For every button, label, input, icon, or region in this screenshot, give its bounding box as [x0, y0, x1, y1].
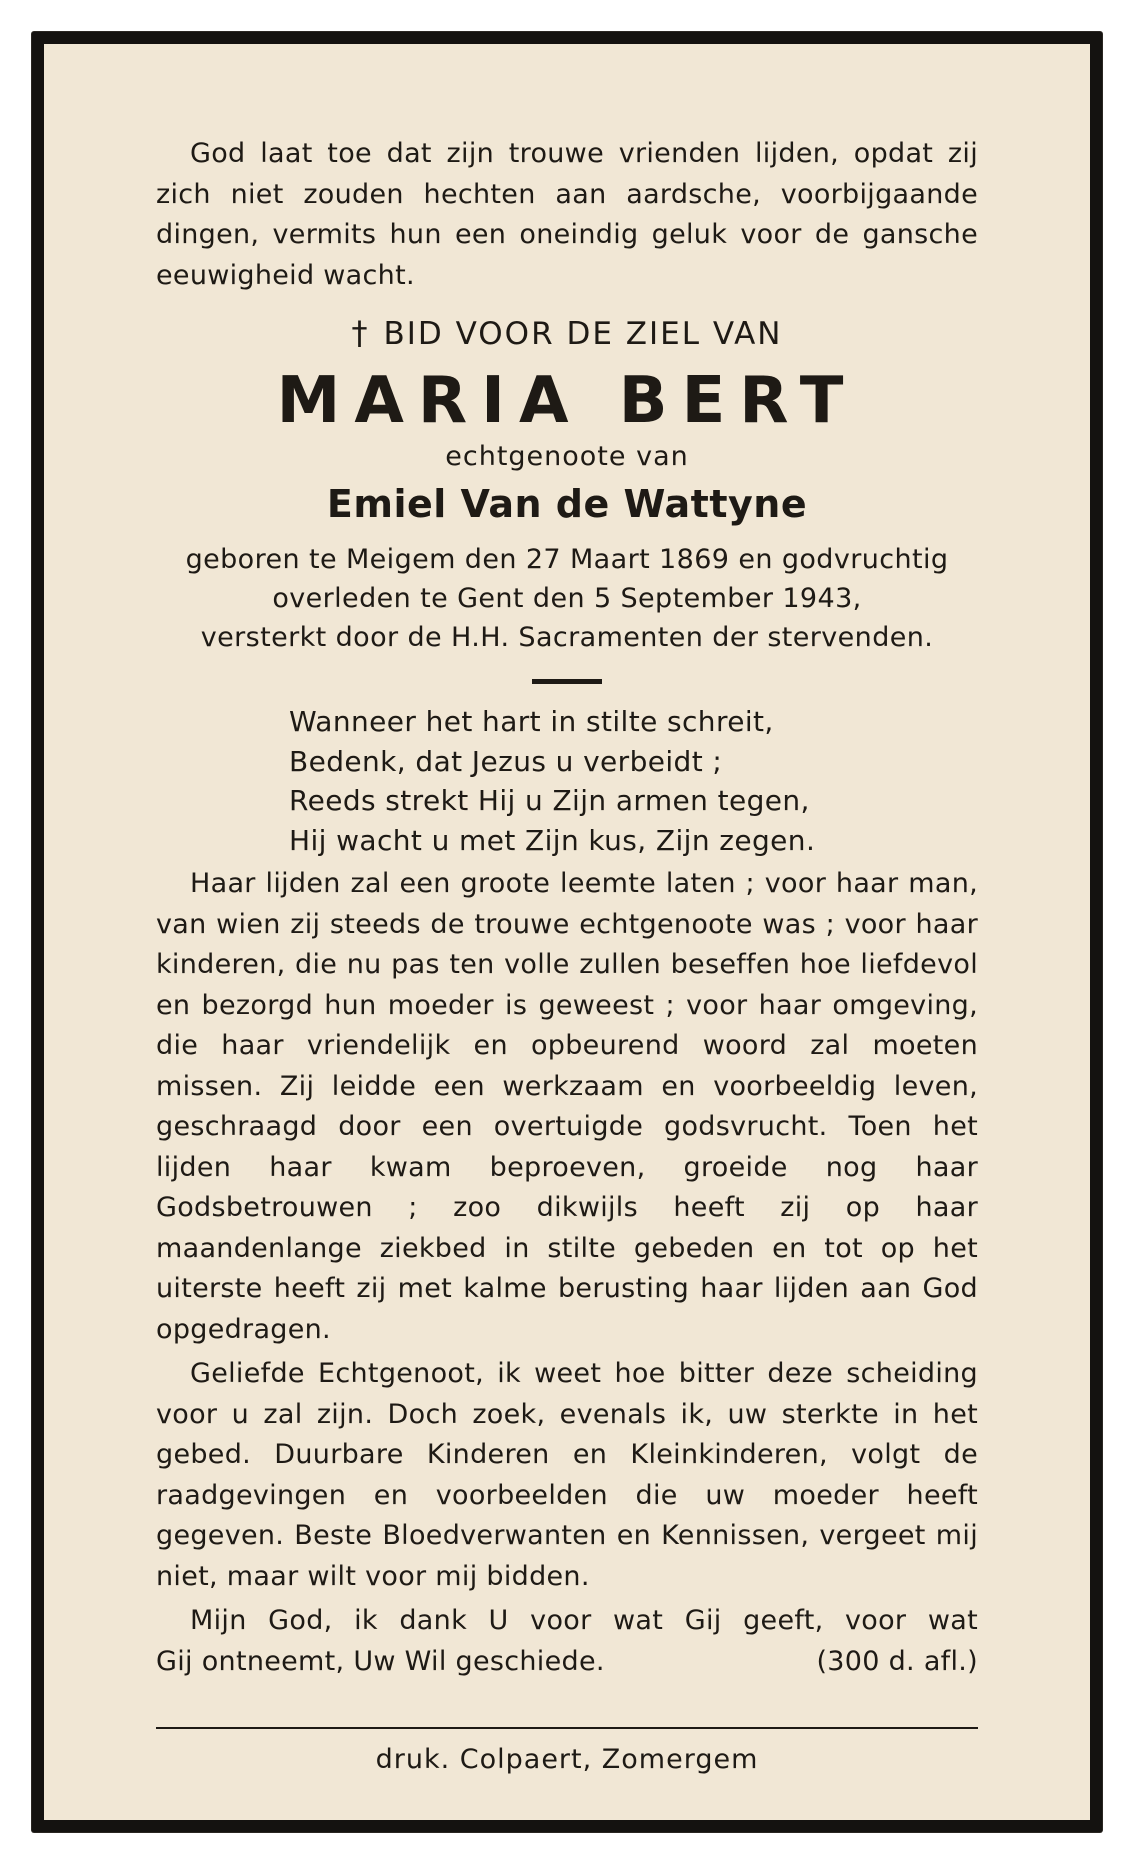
closing-line-2: Gij ontneemt, Uw Wil geschiede.	[156, 1645, 605, 1677]
prayer-heading	[156, 308, 978, 358]
footer-rule	[156, 1727, 978, 1729]
spouse-label: echtgenoote van	[445, 441, 689, 472]
card-paper	[44, 44, 1090, 1820]
birth-death-info	[156, 540, 978, 657]
poem-line: Hij wacht u met Zijn kus, Zijn zegen.	[289, 823, 816, 857]
memorial-card	[32, 32, 1102, 1832]
poem	[289, 702, 978, 860]
poem-line: Reeds strekt Hij u Zijn armen tegen,	[289, 784, 810, 817]
spouse-name: Emiel Van de Wattyne	[326, 482, 808, 526]
divider-bar	[532, 679, 602, 684]
printer-credit: druk. Colpaert, Zomergem	[375, 1744, 759, 1775]
paragraph-farewell: Geliefde Echtgenoot, ik weet hoe bitter deze scheiding voor u zal zijn. Doch zoek, evenals ik, uw sterkte in het gebed. Duurbare Kinderen en Kleinkinderen, volgt de raadgevingen en voorbeelden die uw moeder heeft gegeven. Beste Bloedverwanten en Kennissen, vergeet mij niet, maar wilt voor mij bidden.	[156, 1358, 978, 1592]
cross-icon: †	[351, 314, 370, 352]
closing-line-1: Mijn God, ik dank U voor wat Gij geeft, voor wat	[190, 1605, 978, 1636]
birth-line-2: overleden te Gent den 5 September 1943,	[272, 583, 862, 614]
closing-line-2-row	[156, 1642, 978, 1683]
poem-line: Wanneer het hart in stilte schreit,	[289, 705, 774, 738]
intro-text: God laat toe dat zijn trouwe vrienden lijden, opdat zij zich niet zouden hechten aan aardsche, voorbijgaande dingen, vermits hun een oneindig geluk voor de gansche eeuwigheid wacht.	[156, 138, 978, 291]
closing-prayer	[156, 1601, 978, 1682]
prayer-heading-text: BID VOOR DE ZIEL VAN	[383, 316, 783, 352]
poem-line: Bedenk, dat Jezus u verbeidt ;	[289, 744, 723, 778]
birth-line-3: versterkt door de H.H. Sacramenten der stervenden.	[200, 622, 934, 653]
paragraph-suffering: Haar lijden zal een groote leemte laten ; voor haar man, van wien zij steeds de trouwe echtgenoote was ; voor haar kinderen, die nu pas ten volle zullen beseffen hoe liefdevol en bezorgd hun moeder is geweest ; voor haar omgeving, die haar vriendelijk en opbeurend woord zal moeten missen. Zij leidde een werkzaam en voorbeeldig leven, geschraagd door een overtuigde godsvrucht. Toen het lijden haar kwam beproeven, groeide nog haar Godsbetrouwen ; zoo dikwijls heeft zij op haar maandenlange ziekbed in stilte gebeden en tot op het uiterste heeft zij met kalme berusting haar lijden aan God opgedragen.	[156, 868, 978, 1345]
birth-line-1: geboren te Meigem den 27 Maart 1869 en godvruchtig	[185, 544, 949, 575]
indulgence-note: (300 d. afl.)	[816, 1645, 978, 1677]
deceased-name: MARIA BERT	[276, 364, 858, 438]
